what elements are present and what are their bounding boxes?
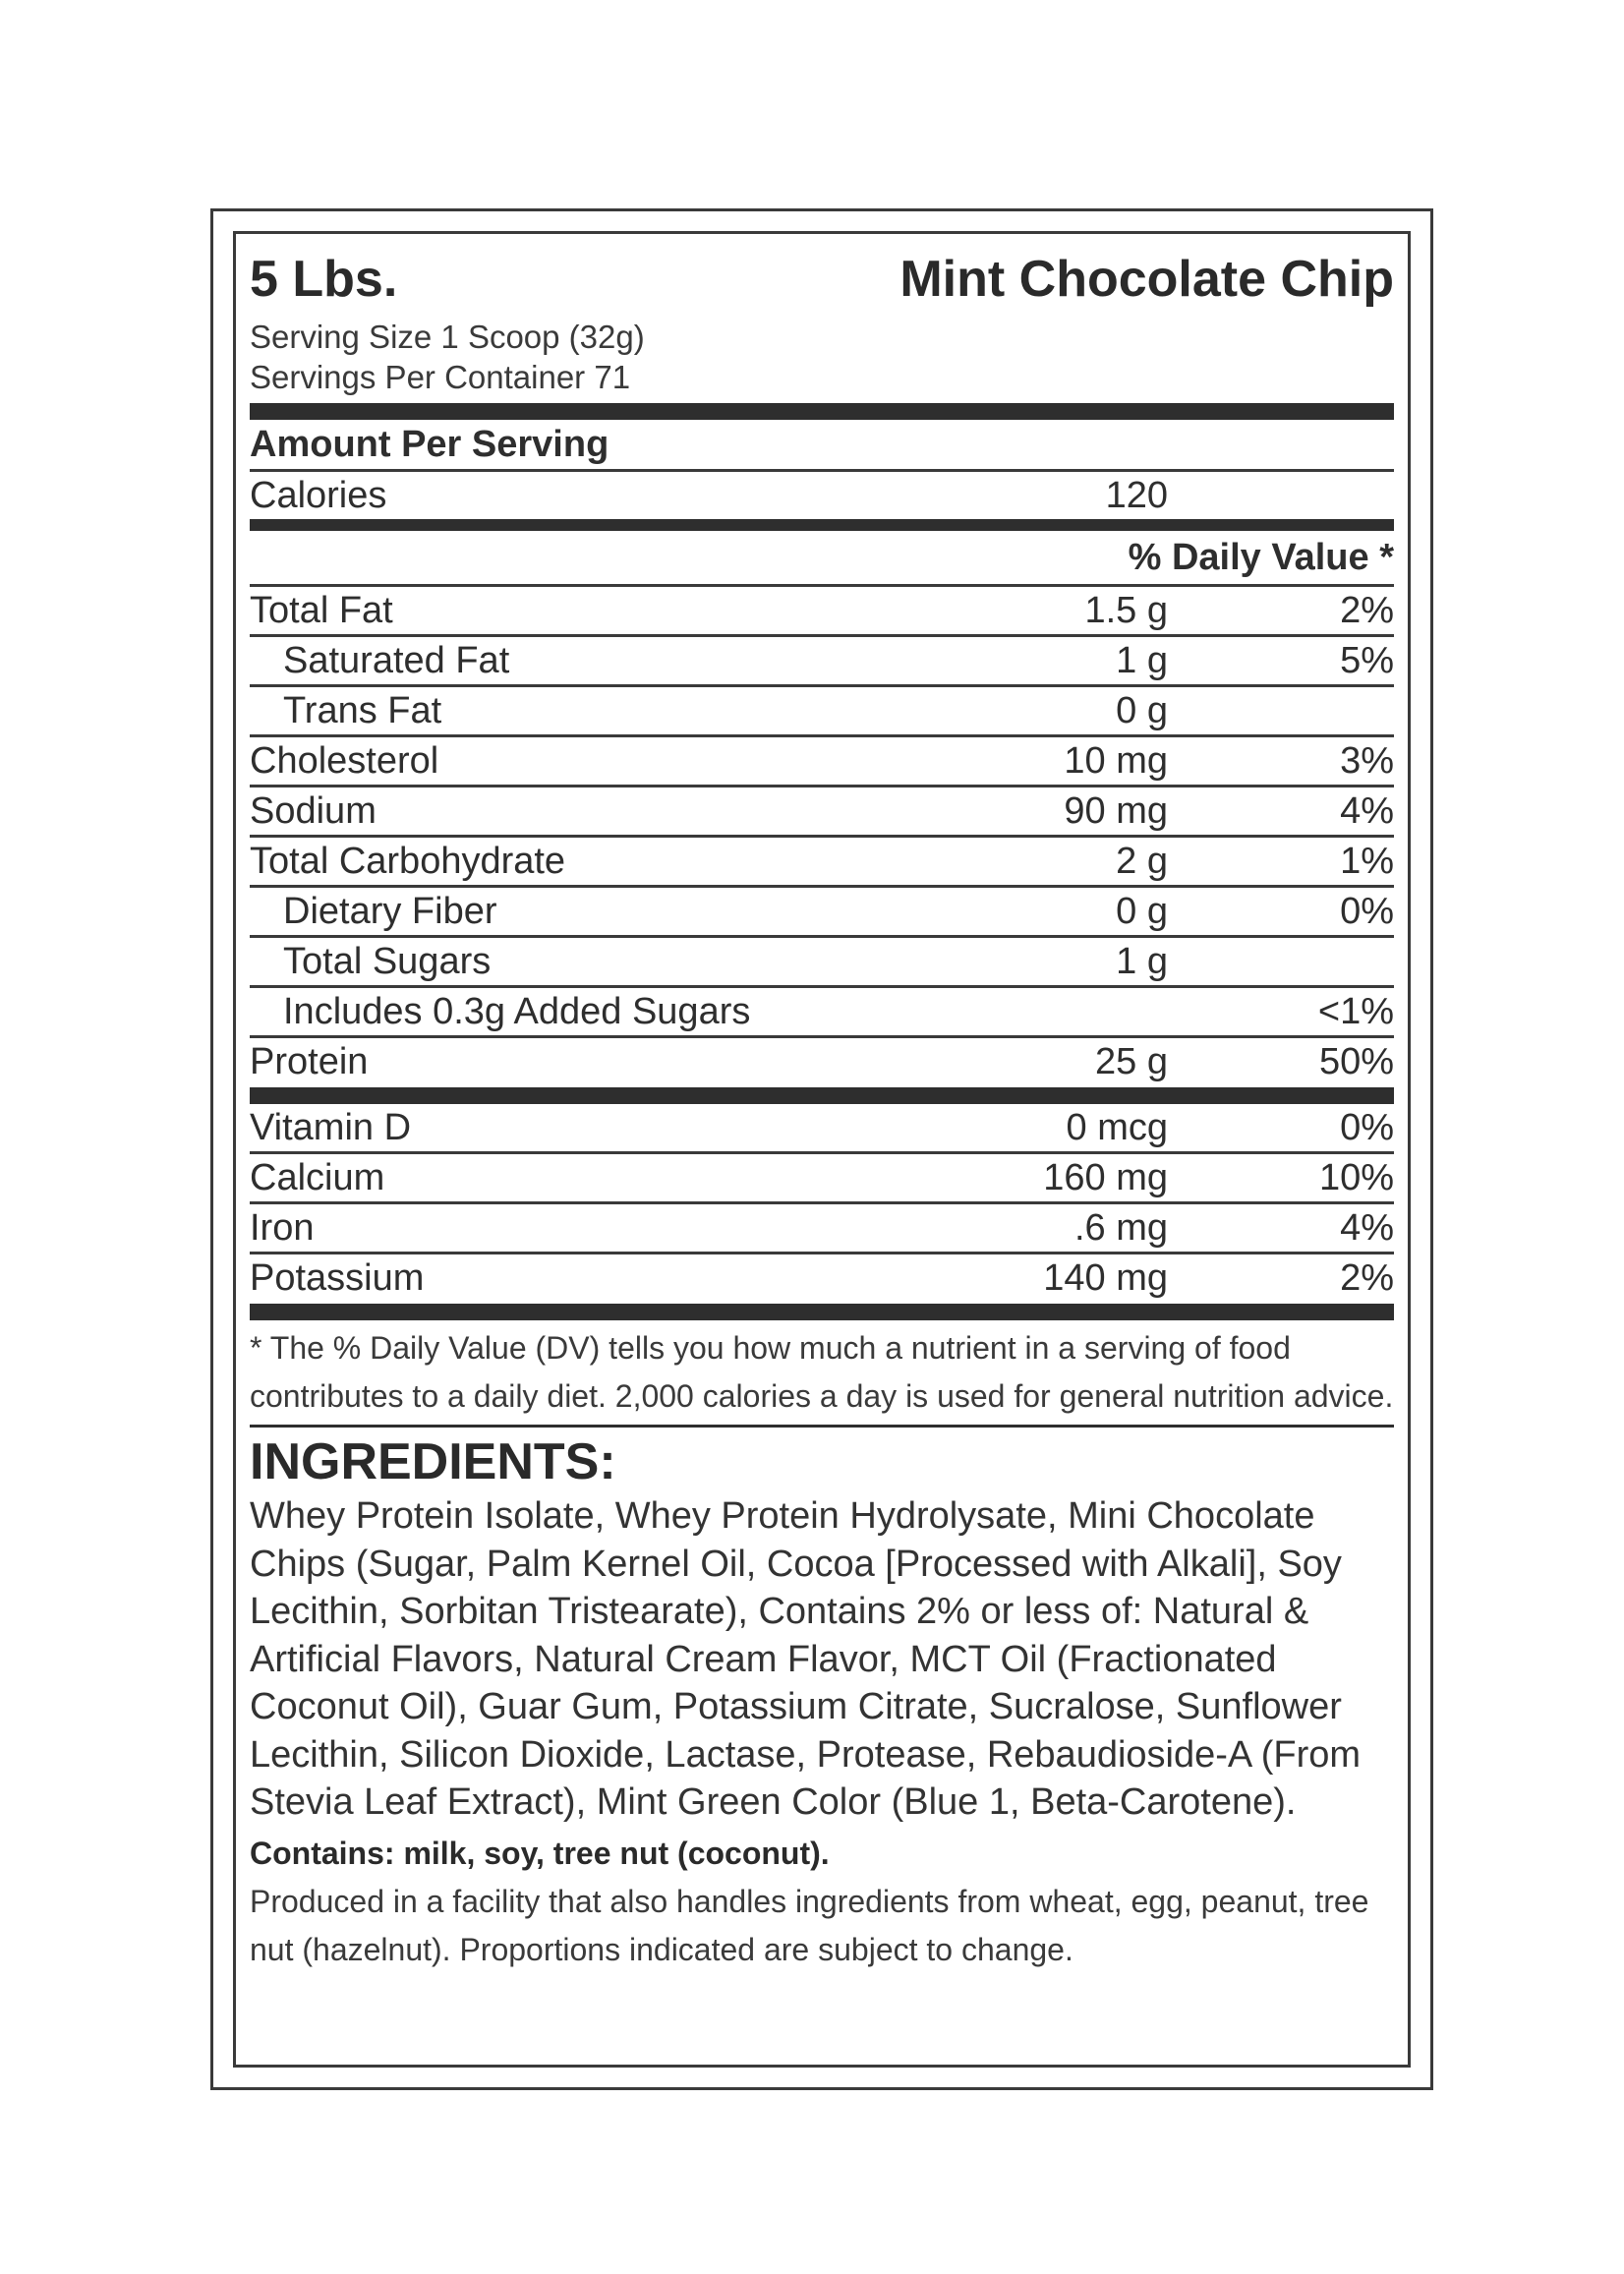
nutrient-name: Protein xyxy=(250,1041,369,1082)
nutrient-amount: 2 g xyxy=(1116,841,1168,882)
nutrient-amount: 10 mg xyxy=(1064,740,1168,782)
nutrient-dv: 1% xyxy=(1340,841,1394,882)
nutrient-amount: 0 g xyxy=(1116,690,1168,731)
allergen-statement: Contains: milk, soy, tree nut (coconut). xyxy=(250,1835,830,1871)
ingredients-text: Whey Protein Isolate, Whey Protein Hydrolysate, Mini Chocolate Chips (Sugar, Palm Kernel Oil, Cocoa [Processed with Alkali], Soy Lecithin, Sorbitan Tristearate), Contains 2% or less of: Natural & Artificial Flavors, Natural Cream Flavor, MCT Oil (Fractionated Coconut Oil), Guar Gum, Potassium Citrate, Sucralose, Sunflower Lecithin, Silicon Dioxide, Lactase, Protease, Rebaudioside-A (From Stevia Leaf Extract), Mint Green Color (Blue 1, Beta-Carotene). xyxy=(250,1495,1362,1823)
nutrient-row xyxy=(250,737,1394,787)
divider-thick xyxy=(250,403,1394,420)
calories-label: Calories xyxy=(250,475,387,516)
nutrition-facts-panel xyxy=(250,250,1394,1974)
calories-value: 120 xyxy=(1105,475,1168,516)
vitamin-row xyxy=(250,1104,1394,1154)
vitamin-dv: 0% xyxy=(1340,1107,1394,1148)
vitamin-name: Potassium xyxy=(250,1257,425,1299)
nutrient-row xyxy=(250,787,1394,838)
vitamin-row xyxy=(250,1254,1394,1302)
daily-value-footnote: * The % Daily Value (DV) tells you how much a nutrient in a serving of food contributes to a daily diet. 2,000 calories a day is used for general nutrition advice. xyxy=(250,1320,1394,1428)
vitamin-amount: 140 mg xyxy=(1043,1257,1168,1299)
vitamin-amount: 160 mg xyxy=(1043,1157,1168,1198)
nutrient-dv: <1% xyxy=(1317,991,1394,1032)
amount-per-serving: Amount Per Serving xyxy=(250,420,1394,472)
vitamin-name: Calcium xyxy=(250,1157,385,1198)
nutrient-row xyxy=(250,687,1394,737)
nutrient-amount: 1 g xyxy=(1116,640,1168,681)
nutrient-amount: 1.5 g xyxy=(1084,590,1168,631)
vitamin-list xyxy=(250,1104,1394,1302)
vitamin-row xyxy=(250,1154,1394,1204)
divider-medium xyxy=(250,519,1394,531)
nutrient-row xyxy=(250,587,1394,637)
divider-thick xyxy=(250,1087,1394,1104)
nutrient-name: Total Fat xyxy=(250,590,393,631)
label-inner-border xyxy=(233,231,1411,2068)
nutrient-name: Dietary Fiber xyxy=(283,891,497,932)
nutrient-name: Total Sugars xyxy=(283,941,492,982)
nutrient-row xyxy=(250,1038,1394,1085)
nutrient-name: Sodium xyxy=(250,790,377,832)
nutrient-name: Cholesterol xyxy=(250,740,439,782)
nutrient-dv: 4% xyxy=(1340,790,1394,832)
vitamin-name: Vitamin D xyxy=(250,1107,412,1148)
nutrient-name: Saturated Fat xyxy=(283,640,510,681)
serving-size: Serving Size 1 Scoop (32g) xyxy=(250,319,645,355)
ingredients-title: INGREDIENTS: xyxy=(250,1433,616,1490)
label-outer-border xyxy=(210,208,1433,2090)
nutrient-row xyxy=(250,637,1394,687)
vitamin-dv: 10% xyxy=(1318,1157,1394,1198)
nutrient-dv: 5% xyxy=(1340,640,1394,681)
nutrient-name: Trans Fat xyxy=(283,690,442,731)
flavor-name: Mint Chocolate Chip xyxy=(899,251,1394,308)
nutrient-name: Includes 0.3g Added Sugars xyxy=(283,991,751,1032)
nutrient-row xyxy=(250,888,1394,938)
vitamin-amount: .6 mg xyxy=(1073,1207,1168,1249)
nutrient-name: Total Carbohydrate xyxy=(250,841,566,882)
nutrient-dv: 0% xyxy=(1340,891,1394,932)
nutrient-list xyxy=(250,587,1394,1085)
daily-value-header: % Daily Value * xyxy=(250,531,1394,587)
container-size: 5 Lbs. xyxy=(250,251,398,308)
nutrient-row xyxy=(250,988,1394,1038)
vitamin-name: Iron xyxy=(250,1207,315,1249)
servings-per-container: Servings Per Container 71 xyxy=(250,359,631,395)
nutrient-amount: 0 g xyxy=(1116,891,1168,932)
nutrient-dv: 3% xyxy=(1340,740,1394,782)
vitamin-amount: 0 mcg xyxy=(1066,1107,1168,1148)
vitamin-dv: 2% xyxy=(1340,1257,1394,1299)
nutrient-row xyxy=(250,938,1394,988)
nutrient-dv: 50% xyxy=(1318,1041,1394,1082)
nutrient-amount: 90 mg xyxy=(1064,790,1168,832)
nutrient-amount: 1 g xyxy=(1116,941,1168,982)
vitamin-dv: 4% xyxy=(1340,1207,1394,1249)
facility-statement: Produced in a facility that also handles ingredients from wheat, egg, peanut, tree nut (hazelnut). Proportions indicated are subject to change. xyxy=(250,1883,1369,1967)
label-header xyxy=(250,250,1394,317)
divider-thick xyxy=(250,1304,1394,1320)
vitamin-row xyxy=(250,1204,1394,1254)
nutrient-dv: 2% xyxy=(1340,590,1394,631)
nutrient-amount: 25 g xyxy=(1095,1041,1168,1082)
nutrient-row xyxy=(250,838,1394,888)
calories-row xyxy=(250,472,1394,519)
